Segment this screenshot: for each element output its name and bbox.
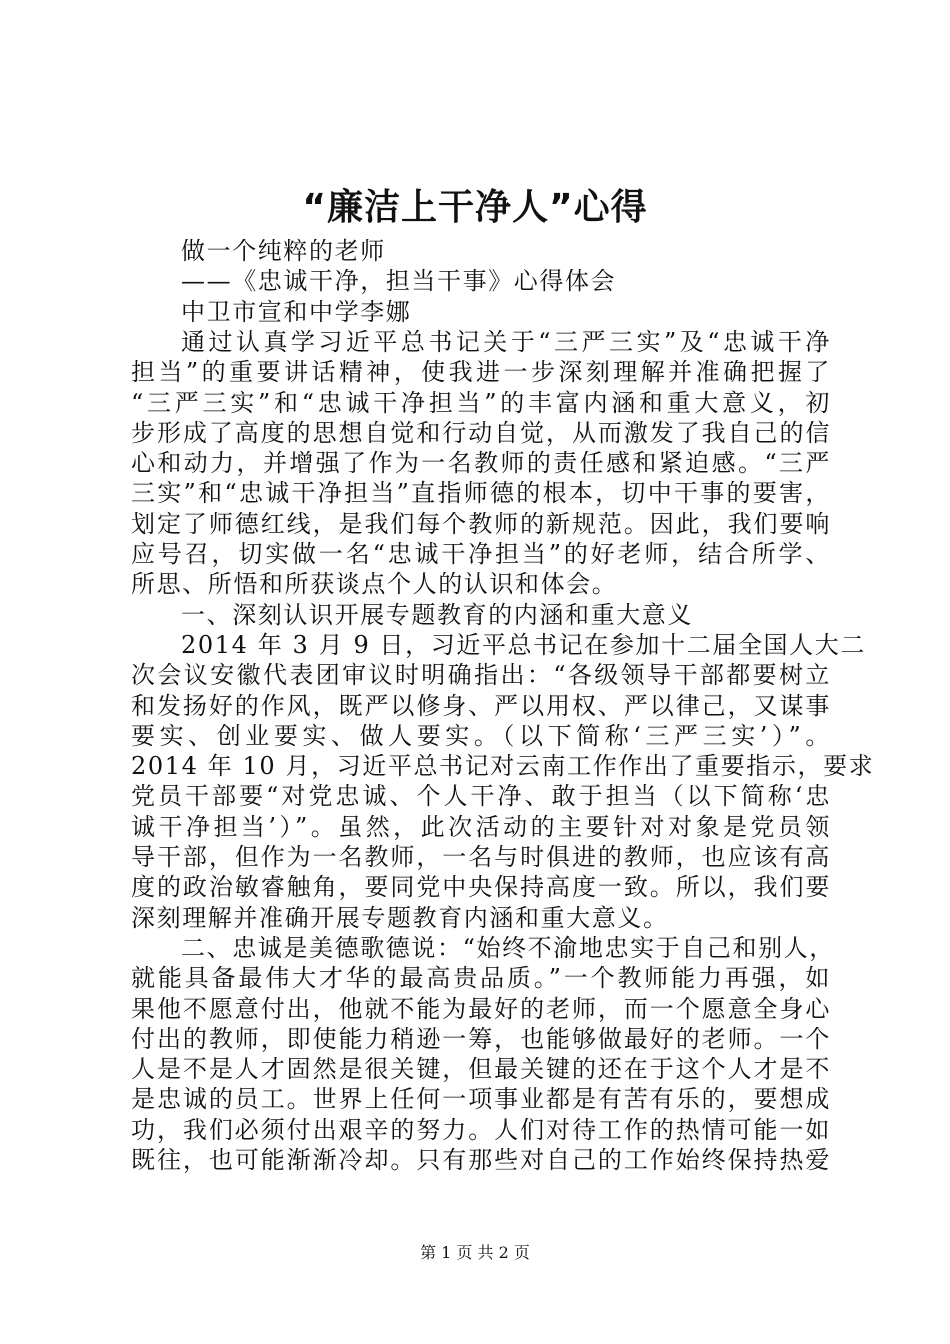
text-line: 就能具备最伟大才华的最高贵品质。”一个教师能力再强，如: [131, 964, 831, 993]
text-line: 导干部，但作为一名教师，一名与时俱进的教师，也应该有高: [131, 843, 831, 871]
text-line: 诚干净担当’）”。虽然，此次活动的主要针对对象是党员领: [131, 812, 831, 841]
text-line: ——《忠诚干净，担当干事》心得体会: [181, 267, 617, 296]
text-line: 是忠诚的员工。世界上任何一项事业都是有苦有乐的，要想成: [131, 1085, 831, 1114]
text-line: 深刻理解并准确开展专题教育内涵和重大意义。: [131, 903, 669, 932]
text-line: 度的政治敏睿触角，要同党中央保持高度一致。所以，我们要: [131, 873, 831, 902]
text-line: 三实”和“忠诚干净担当”直指师德的根本，切中干事的要害，: [131, 479, 831, 508]
text-line: “三严三实”和“忠诚干净担当”的丰富内涵和重大意义，初: [131, 388, 831, 417]
text-line: 通过认真学习近平总书记关于“三严三实”及“忠诚干净: [181, 327, 831, 356]
text-line: 划定了师德红线，是我们每个教师的新规范。因此，我们要响: [131, 509, 831, 538]
text-line: 中卫市宣和中学李娜: [181, 297, 412, 326]
text-line: 人是不是人才固然是很关键，但最关键的还在于这个人才是不: [131, 1055, 831, 1084]
text-line: 二、忠诚是美德歌德说：“始终不渝地忠实于自己和别人，: [181, 933, 835, 962]
text-line: 所思、所悟和所获谈点个人的认识和体会。: [131, 570, 618, 599]
text-line: 心和动力，并增强了作为一名教师的责任感和紧迫感。“三严: [131, 449, 831, 478]
text-line: 次会议安徽代表团审议时明确指出：“各级领导干部都要树立: [131, 661, 831, 690]
text-line: 既往，也可能渐渐冷却。只有那些对自己的工作始终保持热爱: [131, 1146, 831, 1174]
text-line: 担当”的重要讲话精神，使我进一步深刻理解并准确把握了: [131, 358, 831, 387]
text-line: 付出的教师，即使能力稍逊一筹，也能够做最好的老师。一个: [131, 1024, 831, 1053]
text-line: 果他不愿意付出，他就不能为最好的老师，而一个愿意全身心: [131, 994, 831, 1023]
text-line: 一、深刻认识开展专题教育的内涵和重大意义: [181, 600, 693, 629]
text-line: 应号召，切实做一名“忠诚干净担当”的好老师，结合所学、: [131, 540, 831, 568]
text-line: 和发扬好的作风，既严以修身、严以用权、严以律己，又谋事: [131, 691, 831, 720]
text-line: 步形成了高度的思想自觉和行动自觉，从而激发了我自己的信: [131, 418, 831, 447]
text-line: 党员干部要“对党忠诚、个人干净、敢于担当（以下简称‘忠: [131, 782, 831, 811]
text-line: 功，我们必须付出艰辛的努力。人们对待工作的热情可能一如: [131, 1115, 831, 1144]
document-title: “廉洁上干净人”心得: [302, 187, 648, 228]
text-line: 2014 年 3 月 9 日，习近平总书记在参加十二届全国人大二: [181, 630, 866, 659]
text-line: 做一个纯粹的老师: [181, 237, 386, 265]
text-line: 2014 年 10 月，习近平总书记对云南工作作出了重要指示，要求: [131, 752, 875, 781]
page-footer: 第 1 页 共 2 页: [420, 1243, 530, 1262]
text-line: 要实、创业要实、做人要实。（以下简称‘三严三实’）”。: [131, 721, 831, 750]
